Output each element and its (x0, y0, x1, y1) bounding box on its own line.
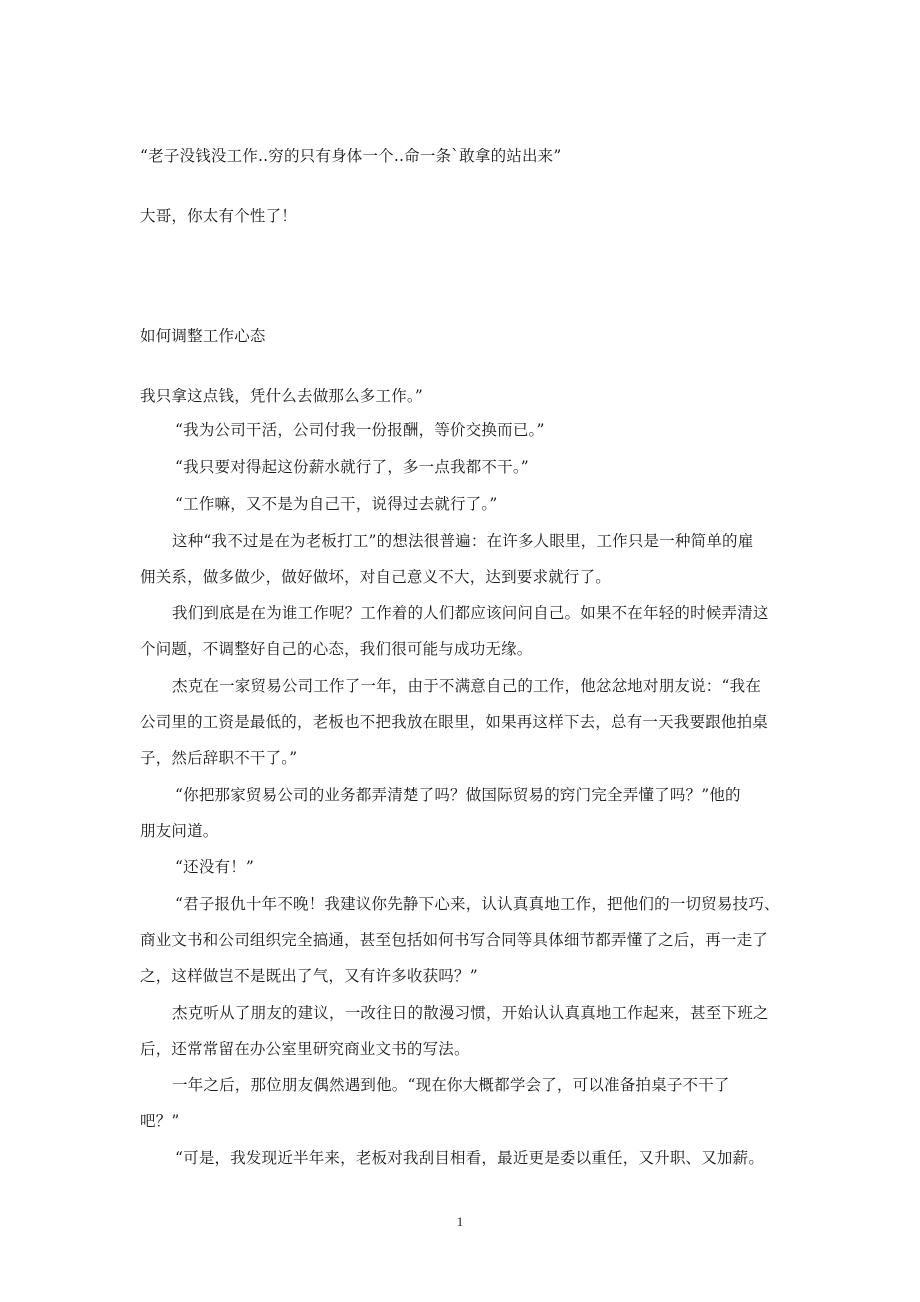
paragraph-line: 之，这样做岂不是既出了气，又有许多收获吗？” (140, 967, 478, 985)
paragraph-line: “还没有！” (175, 858, 255, 876)
paragraph-line: 朋友问道。 (140, 822, 219, 840)
paragraph-line: 后，还常常留在办公室里研究商业文书的写法。 (140, 1040, 470, 1058)
paragraph-line: “你把那家贸易公司的业务都弄清楚了吗？做国际贸易的窍门完全弄懂了吗？”他的 (175, 786, 741, 804)
paragraph-line: 商业文书和公司组织完全搞通，甚至包括如何书写合同等具体细节都弄懂了之后，再一走了 (140, 931, 769, 949)
paragraph-line: “我为公司干活，公司付我一份报酬，等价交换而已。” (175, 421, 545, 439)
paragraph-line: 这种“我不过是在为老板打工”的想法很普遍：在许多人眼里，工作只是一种简单的雇 (172, 532, 754, 550)
paragraph-line: 子，然后辞职不干了。” (140, 749, 298, 767)
paragraph-line: “君子报仇十年不晚！我建议你先静下心来，认认真真地工作，把他们的一切贸易技巧、 (175, 895, 780, 913)
paragraph-line: 我只拿这点钱，凭什么去做那么多工作。” (140, 387, 423, 405)
paragraph-line: 吧？” (140, 1112, 180, 1130)
paragraph-line: 佣关系，做多做少，做好做坏，对自己意义不大，达到要求就行了。 (140, 568, 612, 586)
paragraph-line: 杰克在一家贸易公司工作了一年，由于不满意自己的工作，他忿忿地对朋友说：“我在 (172, 677, 762, 695)
quote-line: “老子没钱没工作..穷的只有身体一个..命一条`敢拿的站出来” (140, 147, 562, 165)
page-number: 1 (456, 1214, 464, 1229)
paragraph-line: 一年之后，那位朋友偶然遇到他。“现在你大概都学会了，可以准备拍桌子不干了 (172, 1076, 730, 1094)
paragraph-line: 杰克听从了朋友的建议，一改往日的散漫习惯，开始认认真真地工作起来，甚至下班之 (172, 1004, 769, 1022)
paragraph-line: 公司里的工资是最低的，老板也不把我放在眼里，如果再这样下去，总有一天我要跟他拍桌 (140, 713, 769, 731)
comment-line: 大哥，你太有个性了！ (140, 207, 298, 225)
paragraph-line: 个问题，不调整好自己的心态，我们很可能与成功无缘。 (140, 640, 533, 658)
section-title: 如何调整工作心态 (140, 327, 266, 345)
paragraph-line: “我只要对得起这份薪水就行了，多一点我都不干。” (175, 458, 529, 476)
paragraph-line: 我们到底是在为谁工作呢？工作着的人们都应该问问自己。如果不在年轻的时候弄清这 (172, 604, 769, 622)
paragraph-line: “可是，我发现近半年来，老板对我刮目相看，最近更是委以重任，又升职、又加薪。 (175, 1149, 765, 1167)
paragraph-line: “工作嘛，又不是为自己干，说得过去就行了。” (175, 495, 498, 513)
